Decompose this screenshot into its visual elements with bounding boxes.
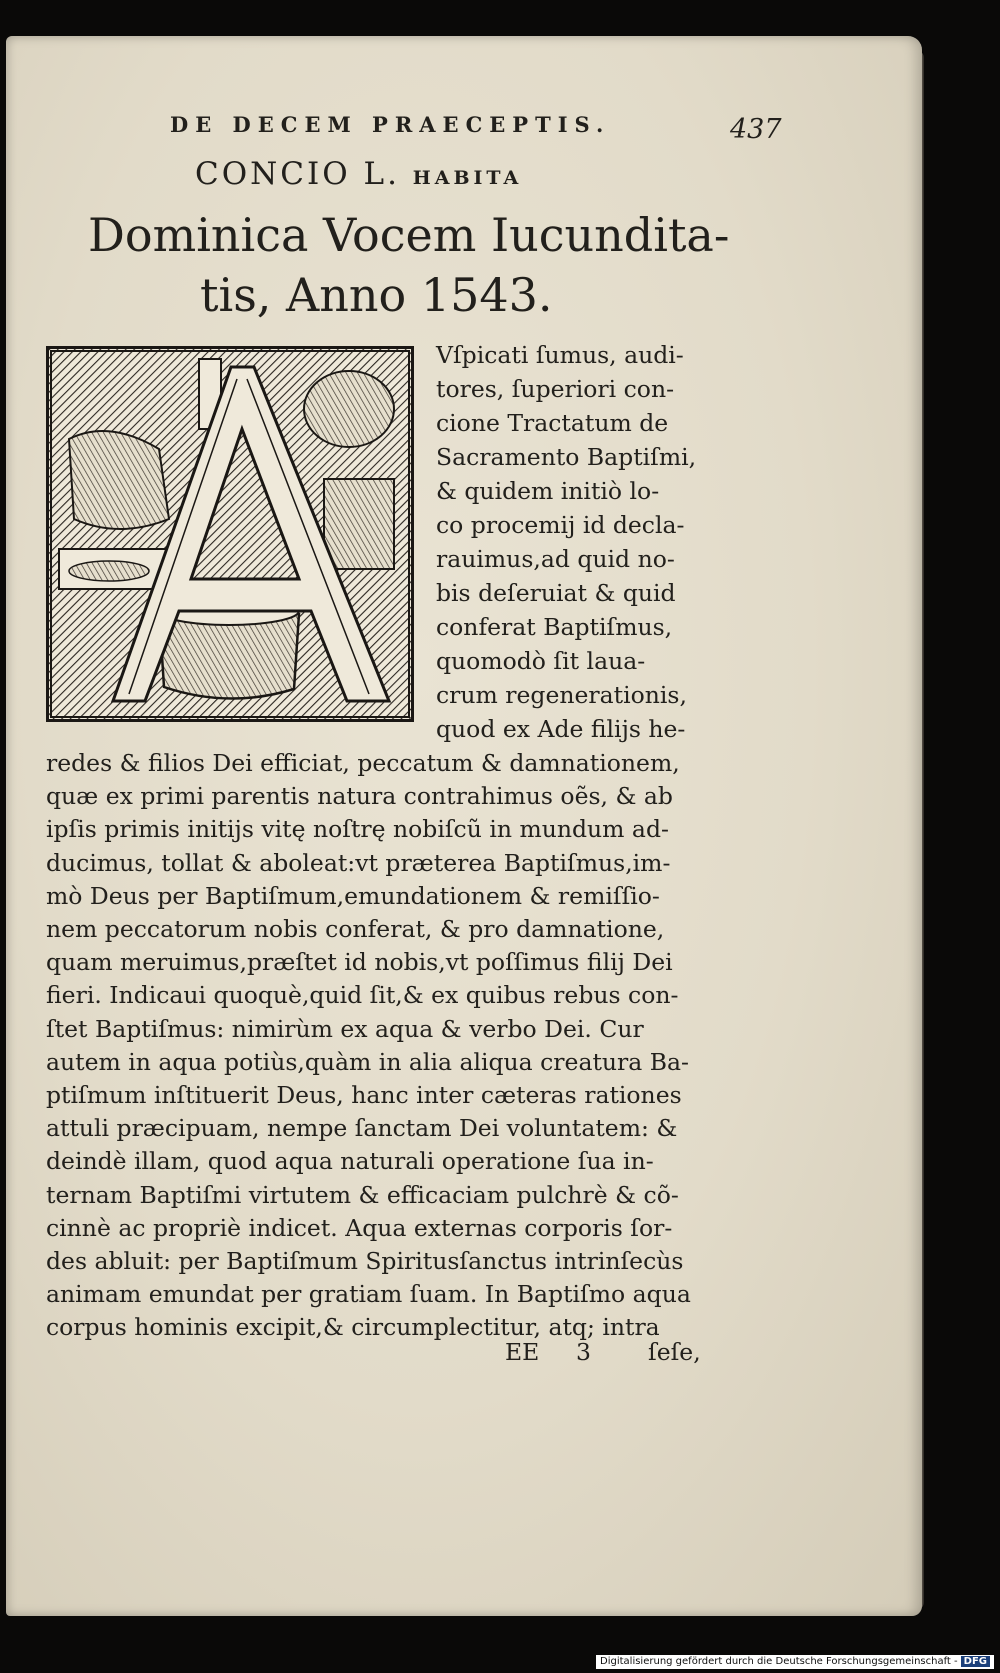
- text-line: nem peccatorum nobis conferat, & pro damnatione,: [46, 915, 665, 943]
- catchword: ſeſe,: [648, 1338, 701, 1366]
- text-line: des abluit: per Baptiſmum Spiritusſanctus intrinſecùs: [46, 1247, 684, 1275]
- text-line: ptiſmum inſtituerit Deus, hanc inter cæteras rationes: [46, 1081, 682, 1109]
- text-line: crum regenerationis,: [436, 681, 687, 709]
- signature-number: 3: [576, 1338, 591, 1366]
- text-line: ducimus, tollat & aboleat:vt præterea Baptiſmus,im-: [46, 848, 671, 877]
- habita-label: HABITA: [412, 167, 523, 189]
- title-line-1: Dominica Vocem Iucundita-: [88, 208, 730, 262]
- text-line: cione Tractatum de: [436, 409, 669, 437]
- text-line: quomodò ſit laua-: [436, 647, 646, 675]
- text-line: rauimus,ad quid no-: [436, 545, 675, 573]
- concio-label: CONCIO L.: [195, 156, 400, 192]
- text-line: redes & filios Dei efficiat, peccatum & damnationem,: [46, 749, 680, 777]
- text-line: corpus hominis excipit,& circumplectitur, atq; intra: [46, 1313, 660, 1342]
- text-line: ternam Baptiſmi virtutem & efficaciam pulchrè & cõ-: [46, 1180, 679, 1209]
- text-line: animam emundat per gratiam ſuam. In Baptiſmo aqua: [46, 1280, 691, 1309]
- text-line: ipſis primis initijs vitę noſtrę nobiſcũ in mundum ad-: [46, 815, 669, 844]
- text-line: mò Deus per Baptiſmum,emundationem & remiſſio-: [46, 881, 660, 910]
- text-line: & quidem initiò lo-: [436, 477, 660, 505]
- text-line: co procemij id decla-: [436, 511, 685, 539]
- text-line: Sacramento Baptiſmi,: [436, 443, 697, 471]
- text-line: fieri. Indicaui quoquè,quid ſit,& ex quibus rebus con-: [46, 981, 679, 1010]
- text-line: quam meruimus,præſtet id nobis,vt poſſimus filij Dei: [46, 948, 673, 977]
- text-line: bis deſeruiat & quid: [436, 579, 676, 607]
- text-line: deindè illam, quod aqua naturali operatione ſua in-: [46, 1147, 654, 1176]
- page-number: 437: [730, 114, 782, 145]
- footer-text: Digitalisierung gefördert durch die Deutsche Forschungsgemeinschaft -: [600, 1656, 958, 1667]
- title-line-2: tis, Anno 1543.: [200, 268, 553, 322]
- text-line: quæ ex primi parentis natura contrahimus oẽs, & ab: [46, 782, 673, 811]
- text-line: attuli præcipuam, nempe ſanctam Dei voluntatem: &: [46, 1114, 678, 1143]
- dfg-logo: DFG: [961, 1656, 990, 1667]
- text-line: ſtet Baptiſmus: nimirùm ex aqua & verbo Dei. Cur: [46, 1014, 644, 1043]
- text-line: tores, ſuperiori con-: [436, 375, 675, 403]
- text-line: Vſpicati ſumus, audi-: [436, 341, 684, 369]
- text-line: cinnè ac propriè indicet. Aqua externas corporis ſor-: [46, 1213, 673, 1242]
- digitization-credit: [596, 1655, 994, 1669]
- text-line: autem in aqua potiùs,quàm in alia aliqua creatura Ba-: [46, 1047, 689, 1076]
- text-line: quod ex Ade filijs he-: [436, 715, 686, 743]
- signature-mark: EE: [505, 1338, 540, 1366]
- running-head: DE DECEM PRAECEPTIS.: [170, 112, 611, 137]
- decorated-initial: [46, 346, 414, 722]
- sermon-heading: [195, 156, 522, 192]
- text-line: conferat Baptiſmus,: [436, 613, 673, 641]
